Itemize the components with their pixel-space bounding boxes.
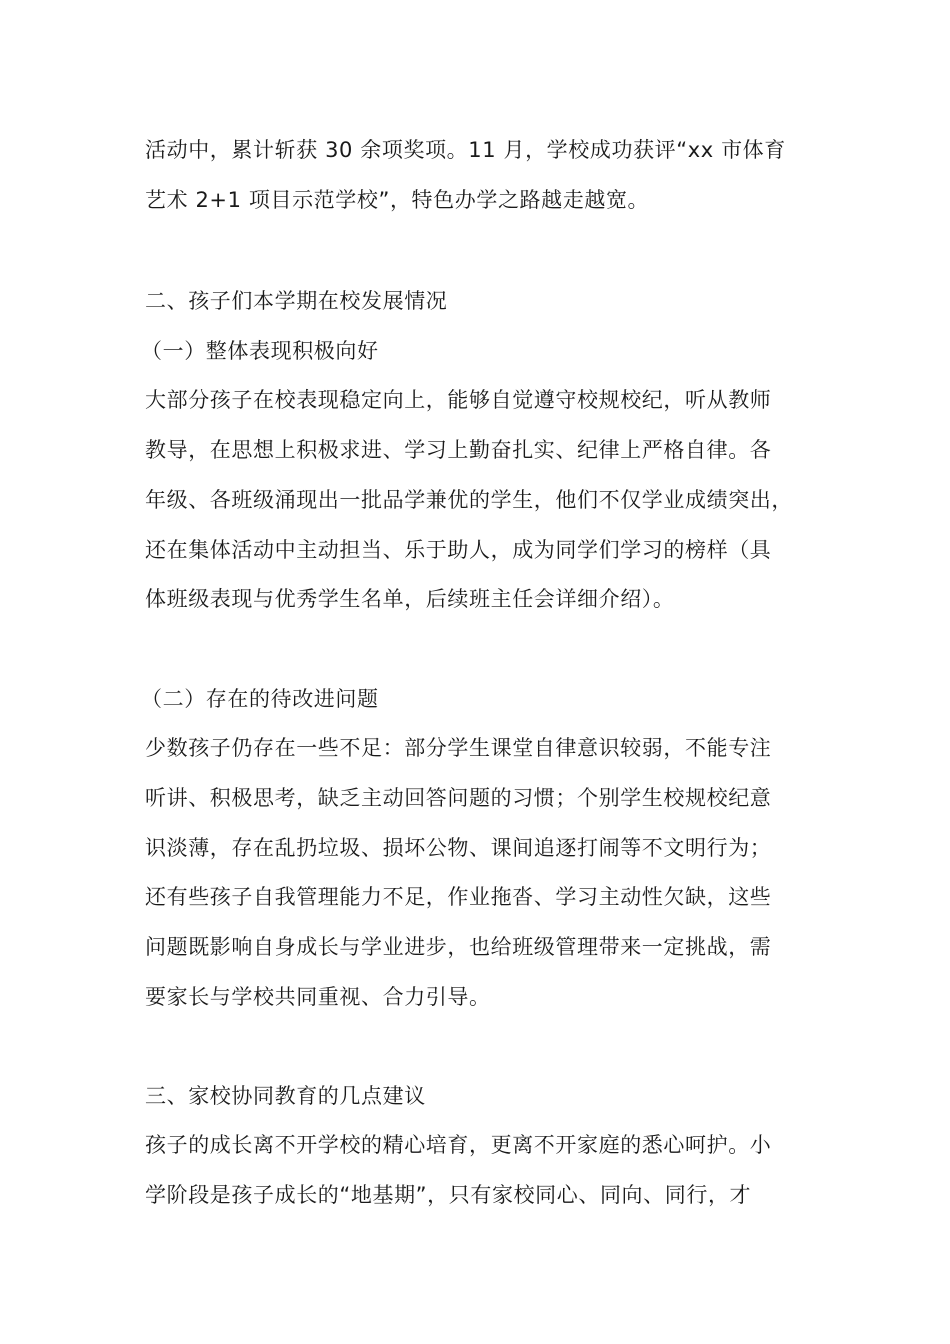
paragraph-line: 大部分孩子在校表现稳定向上，能够自觉遵守校规校纪，听从教师 bbox=[145, 388, 772, 412]
paragraph-line: 体班级表现与优秀学生名单，后续班主任会详细介绍）。 bbox=[145, 587, 675, 611]
paragraph-line: 要家长与学校共同重视、合力引导。 bbox=[145, 985, 491, 1009]
paragraph-line: 年级、各班级涌现出一批品学兼优的学生，他们不仅学业成绩突出， bbox=[145, 488, 793, 512]
paragraph-line: 孩子的成长离不开学校的精心培育，更离不开家庭的悉心呵护。小 bbox=[145, 1133, 772, 1157]
paragraph-line: 问题既影响自身成长与学业进步，也给班级管理带来一定挑战，需 bbox=[145, 935, 772, 959]
paragraph-line: 听讲、积极思考，缺乏主动回答问题的习惯；个别学生校规校纪意 bbox=[145, 786, 772, 810]
paragraph-line: 还在集体活动中主动担当、乐于助人，成为同学们学习的榜样（具 bbox=[145, 538, 772, 562]
paragraph-line: 学阶段是孩子成长的“地基期”，只有家校同心、同向、同行，才 bbox=[145, 1183, 752, 1207]
paragraph-line: 艺术 2+1 项目示范学校”，特色办学之路越走越宽。 bbox=[145, 188, 650, 212]
section-heading: 三、家校协同教育的几点建议 bbox=[145, 1084, 426, 1108]
paragraph-line: 少数孩子仍存在一些不足：部分学生课堂自律意识较弱，不能专注 bbox=[145, 736, 772, 760]
paragraph-line: 还有些孩子自我管理能力不足，作业拖沓、学习主动性欠缺，这些 bbox=[145, 885, 772, 909]
paragraph-line: 识淡薄，存在乱扔垃圾、损坏公物、课间追逐打闹等不文明行为； bbox=[145, 836, 772, 860]
paragraph-line: 教导，在思想上积极求进、学习上勤奋扎实、纪律上严格自律。各 bbox=[145, 438, 772, 462]
subsection-heading: （二）存在的待改进问题 bbox=[141, 687, 379, 711]
section-heading: 二、孩子们本学期在校发展情况 bbox=[145, 289, 448, 313]
paragraph-line: 活动中，累计斩获 30 余项奖项。11 月，学校成功获评“xx 市体育 bbox=[145, 138, 786, 162]
subsection-heading: （一）整体表现积极向好 bbox=[141, 339, 379, 363]
